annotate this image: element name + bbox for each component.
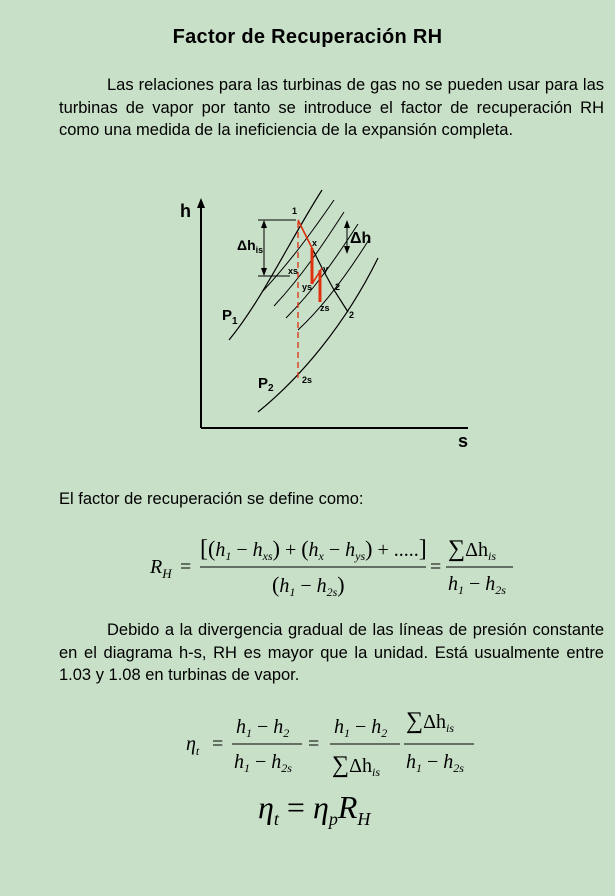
eq2-frac2-den: $\sum\Delta h_{is}$ xyxy=(332,752,380,779)
eq1-numerator: [$(h_1 - h_{xs}) + (h_x - h_{ys})$ + .....] xyxy=(200,536,427,563)
axis-label-s: s xyxy=(458,431,469,451)
eq2-frac1-den: $h_1 - h_{2s}$ xyxy=(234,751,292,775)
dh-arrow-bottom xyxy=(344,246,350,254)
eq2-equals-2: = xyxy=(308,733,320,755)
point-xs: xs xyxy=(288,266,299,276)
p1-label: $P_1$ xyxy=(222,307,238,327)
eq1-sum-denominator: $h_1 - h_{2s}$ xyxy=(448,573,506,597)
intro-paragraph: Las relaciones para las turbinas de gas no se pueden usar para las turbinas de vapor por tanto se introduce el factor de recuperación RH como una medida de la ineficiencia de la expansión completa. xyxy=(59,76,604,139)
eq2-equals: = xyxy=(212,733,224,755)
point-y: y xyxy=(323,264,329,274)
point-ys: ys xyxy=(302,282,313,292)
eq1-denominator: $(h_1 - h_{2s})$ xyxy=(272,572,345,599)
delta-his-label: $\Delta h_{is}$ xyxy=(237,237,264,255)
eq3: $\eta_t = \eta_pR_H$ xyxy=(258,789,371,829)
eq2-frac2-num: $h_1 - h_2$ xyxy=(334,716,388,740)
eq2-frac3-num: $\sum\Delta h_{is}$ xyxy=(406,708,454,735)
definition-text: El factor de recuperación se define como: xyxy=(59,490,364,508)
eq2-frac1-num: $h_1 - h_2$ xyxy=(236,716,290,740)
delta-h-label: Δh xyxy=(350,230,372,247)
eq1-lhs: $R_H$ xyxy=(150,556,172,581)
point-x: x xyxy=(312,238,318,248)
eq2-lhs: $\eta_t$ xyxy=(186,733,200,758)
dh-arrow-top xyxy=(344,220,350,228)
point-zs: zs xyxy=(320,303,330,313)
eq1-sum-numerator: $\sum\Delta h_{is}$ xyxy=(448,536,496,563)
dhis-arrow-top xyxy=(261,220,267,228)
eq1-equals-2: = xyxy=(430,556,442,578)
p2-label: $P_2$ xyxy=(258,375,274,394)
divergence-paragraph: Debido a la divergencia gradual de las líneas de presión constante en el diagrama h-s, RH es mayor que la unidad. Está usualmente entre 1.03 y 1.08 en turbinas de vapor. xyxy=(59,621,604,684)
axis-label-h: h xyxy=(180,201,191,221)
point-2: 2 xyxy=(335,282,341,292)
y-axis-arrow xyxy=(197,198,205,208)
point-1: 1 xyxy=(292,206,298,216)
eq1-equals: = xyxy=(180,556,192,578)
dhis-arrow-bottom xyxy=(261,268,267,276)
page-title: Factor de Recuperación RH xyxy=(172,26,443,48)
eq2-frac3-den: $h_1 - h_{2s}$ xyxy=(406,751,464,775)
point-2b: 2 xyxy=(349,310,355,320)
point-2s: 2s xyxy=(302,375,313,385)
